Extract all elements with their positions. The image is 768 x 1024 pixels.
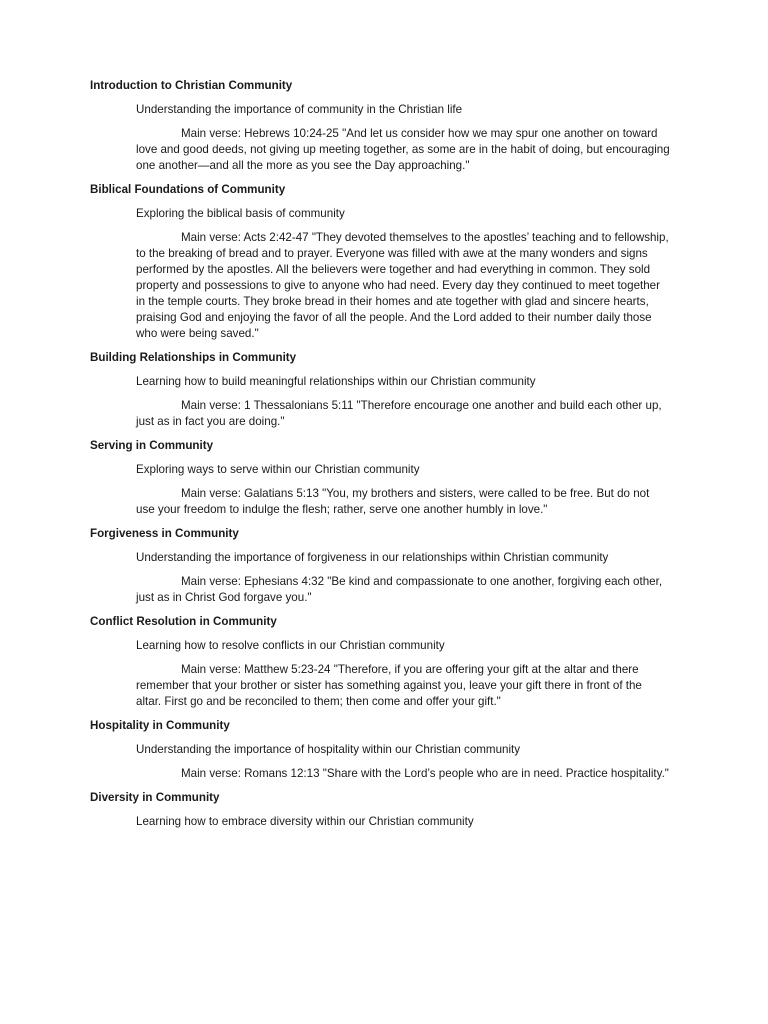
main-verse: Main verse: Hebrews 10:24-25 "And let us consider how we may spur one another on toward love and good deeds, not giving up meeting together, as some are in the habit of doing, but encouraging one another—and all the more as you see the Day approaching." — [136, 127, 670, 172]
main-verse: Main verse: Acts 2:42-47 "They devoted themselves to the apostles’ teaching and to fellowship, to the breaking of bread and to prayer. Everyone was filled with awe at the many wonders and signs performed by the apostles. All the believers were together and had everything in common. They sold property and possessions to give to anyone who had need. Every day they continued to meet together in the temple courts. They broke bread in their homes and ate together with glad and sincere hearts, praising God and enjoying the favor of all the people. And the Lord added to their number daily those who were being saved." — [136, 231, 669, 340]
section-heading: Diversity in Community — [90, 791, 220, 804]
section-subtitle: Learning how to build meaningful relationships within our Christian community — [136, 375, 536, 388]
section-heading: Forgiveness in Community — [90, 527, 239, 540]
main-verse: Main verse: Ephesians 4:32 "Be kind and compassionate to one another, forgiving each other, just as in Christ God forgave you." — [136, 575, 663, 604]
main-verse: Main verse: Matthew 5:23-24 "Therefore, if you are offering your gift at the altar and there remember that your brother or sister has something against you, leave your gift there in front of the altar. First go and be reconciled to them; then come and offer your gift." — [136, 663, 642, 708]
section-heading: Conflict Resolution in Community — [90, 615, 277, 628]
section-subtitle: Learning how to resolve conflicts in our Christian community — [136, 639, 445, 652]
main-verse: Main verse: 1 Thessalonians 5:11 "Therefore encourage one another and build each other up, just as in fact you are doing." — [136, 399, 662, 428]
section-subtitle: Understanding the importance of hospitality within our Christian community — [136, 743, 521, 756]
section-building-relationships — [90, 350, 670, 430]
section-subtitle: Exploring ways to serve within our Christian community — [136, 463, 420, 476]
section-heading: Introduction to Christian Community — [90, 79, 293, 92]
section-serving — [90, 438, 670, 518]
section-conflict-resolution — [90, 614, 670, 710]
section-subtitle: Understanding the importance of community in the Christian life — [136, 103, 463, 116]
section-diversity — [90, 790, 670, 830]
section-hospitality — [90, 718, 670, 782]
section-introduction — [90, 78, 670, 174]
section-forgiveness — [90, 526, 670, 606]
section-heading: Building Relationships in Community — [90, 351, 297, 364]
section-subtitle: Learning how to embrace diversity within our Christian community — [136, 815, 474, 828]
section-heading: Biblical Foundations of Community — [90, 183, 286, 196]
section-subtitle: Exploring the biblical basis of community — [136, 207, 345, 220]
section-subtitle: Understanding the importance of forgiveness in our relationships within Christian community — [136, 551, 609, 564]
section-heading: Serving in Community — [90, 439, 214, 452]
main-verse: Main verse: Galatians 5:13 "You, my brothers and sisters, were called to be free. But do not use your freedom to indulge the flesh; rather, serve one another humbly in love." — [136, 487, 650, 516]
document-page — [90, 78, 670, 838]
main-verse: Main verse: Romans 12:13 "Share with the Lord’s people who are in need. Practice hospitality." — [181, 767, 669, 780]
section-heading: Hospitality in Community — [90, 719, 230, 732]
section-biblical-foundations — [90, 182, 670, 342]
